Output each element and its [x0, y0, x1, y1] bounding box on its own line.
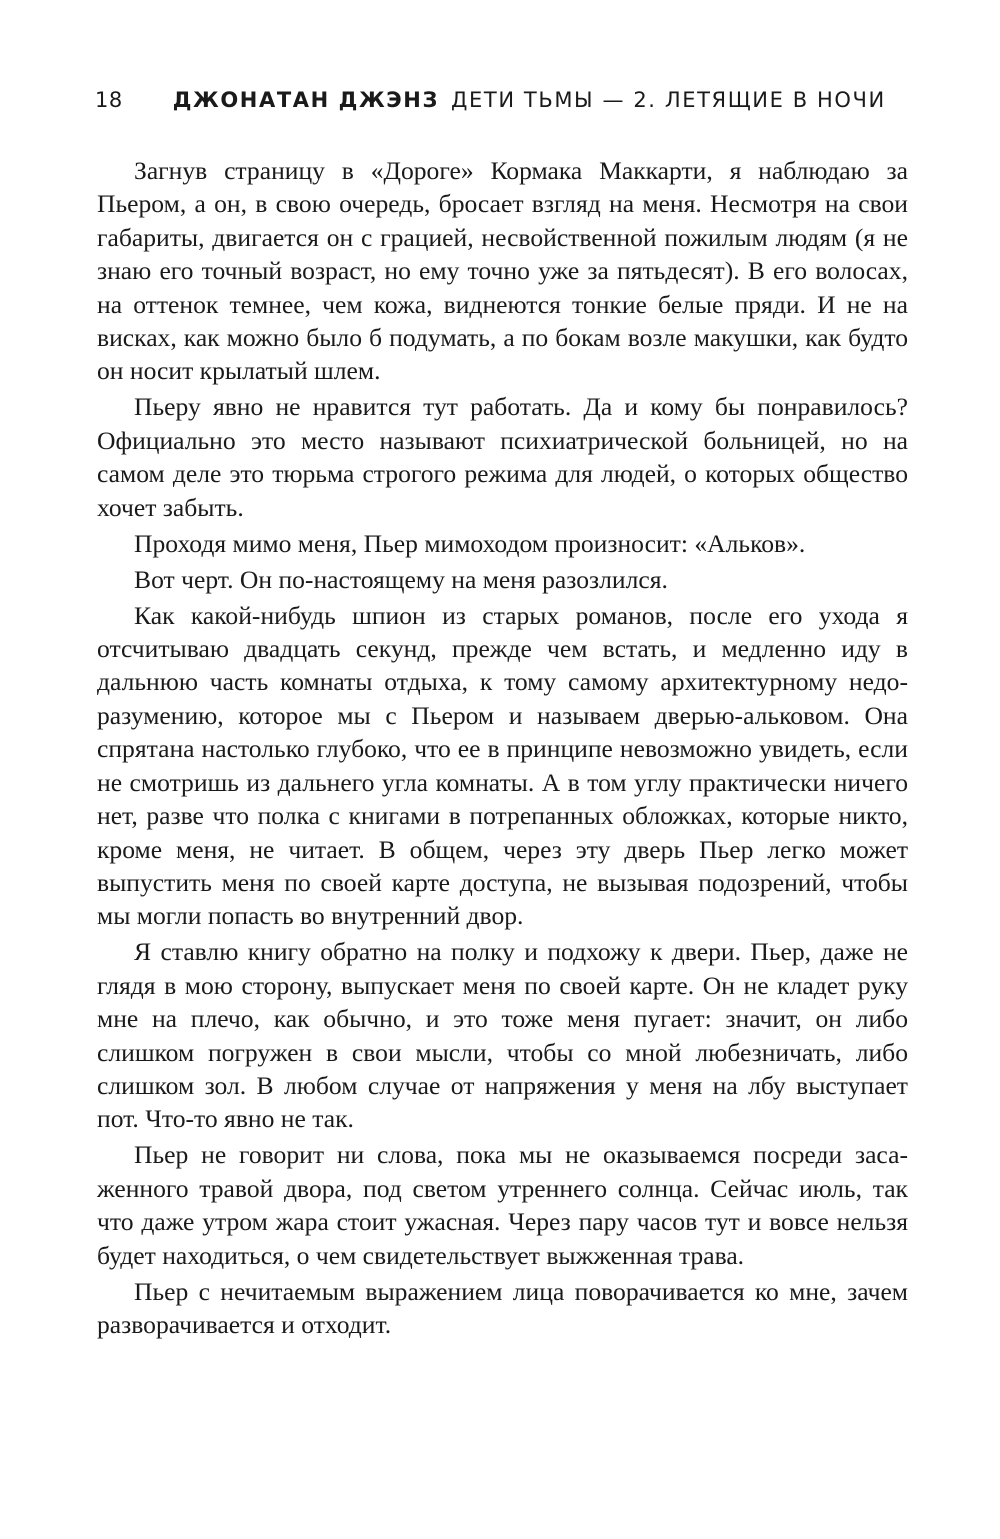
paragraph-3: Проходя мимо меня, Пьер мимоходом произносит: «Альков».	[134, 528, 806, 558]
paragraph-5: Как какой-нибудь шпион из старых романов, после его ухода я отсчитываю двадцать секунд, прежде чем встать, и медленно иду в дальнюю часть комнаты отдыха, к тому самому архитектурному недоразумению, которое мы с Пьером и называем дверью-альковом. Она спрятана настолько глубоко, что ее в принципе невозможно увидеть, если не смотришь из дальнего угла комнаты. А в том углу практически ничего нет, разве что полка с книгами в потрепанных обложках, которые никто, кроме меня, не читает. В общем, через эту дверь Пьер легко может выпустить меня по своей карте доступа, не вызывая подозрений, чтобы мы могли попасть во внутренний двор.	[97, 600, 908, 931]
paragraph-2: Пьеру явно не нравится тут работать. Да и кому бы понравилось? Официально это место называют психиатрической больницей, но на самом деле это тюрьма строгого режима для людей, о которых общество хочет забыть.	[97, 392, 908, 522]
paragraph-7: Пьер не говорит ни слова, пока мы не оказываемся посреди засаженного травой двора, под светом утреннего солнца. Сейчас июль, так что даже утром жара стоит ужасная. Через пару часов тут и вовсе нельзя будет находиться, о чем свидетельствует выжженная трава.	[97, 1140, 908, 1270]
page-number: 18	[95, 88, 123, 112]
author-name: ДЖОНАТАН ДЖЭНЗ	[172, 88, 440, 112]
paragraph-8: Пьер с нечитаемым выражением лица поворачивается ко мне, зачем разворачивается и отходит.	[97, 1276, 908, 1339]
paragraph-1: Загнув страницу в «Дороге» Кормака Маккарти, я наблюдаю за Пьером, а он, в свою очередь, бросает взгляд на меня. Несмотря на свои габариты, двигается он с грацией, несвойственной пожилым людям (я не знаю его точный возраст, но ему точно уже за пятьдесят). В его волосах, на оттенок темнее, чем кожа, виднеются тонкие белые пряди. И не на висках, как можно было б подумать, а по бокам возле макушки, как будто он носит крылатый шлем.	[97, 156, 908, 386]
running-header	[95, 88, 915, 120]
book-title: ДЕТИ ТЬМЫ — 2. ЛЕТЯЩИЕ В НОЧИ	[451, 88, 886, 112]
paragraph-4: Вот черт. Он по-настоящему на меня разозлился.	[134, 564, 668, 594]
body-text	[97, 154, 908, 1344]
paragraph-6: Я ставлю книгу обратно на полку и подхожу к двери. Пьер, даже не глядя в мою сторону, выпускает меня по своей карте. Он не кладет руку мне на плечо, как обычно, и это тоже меня пугает: значит, он либо слишком погружен в свои мысли, чтобы со мной любезничать, либо слишком зол. В любом случае от напряжения у меня на лбу выступает пот. Что-то явно не так.	[97, 937, 908, 1134]
